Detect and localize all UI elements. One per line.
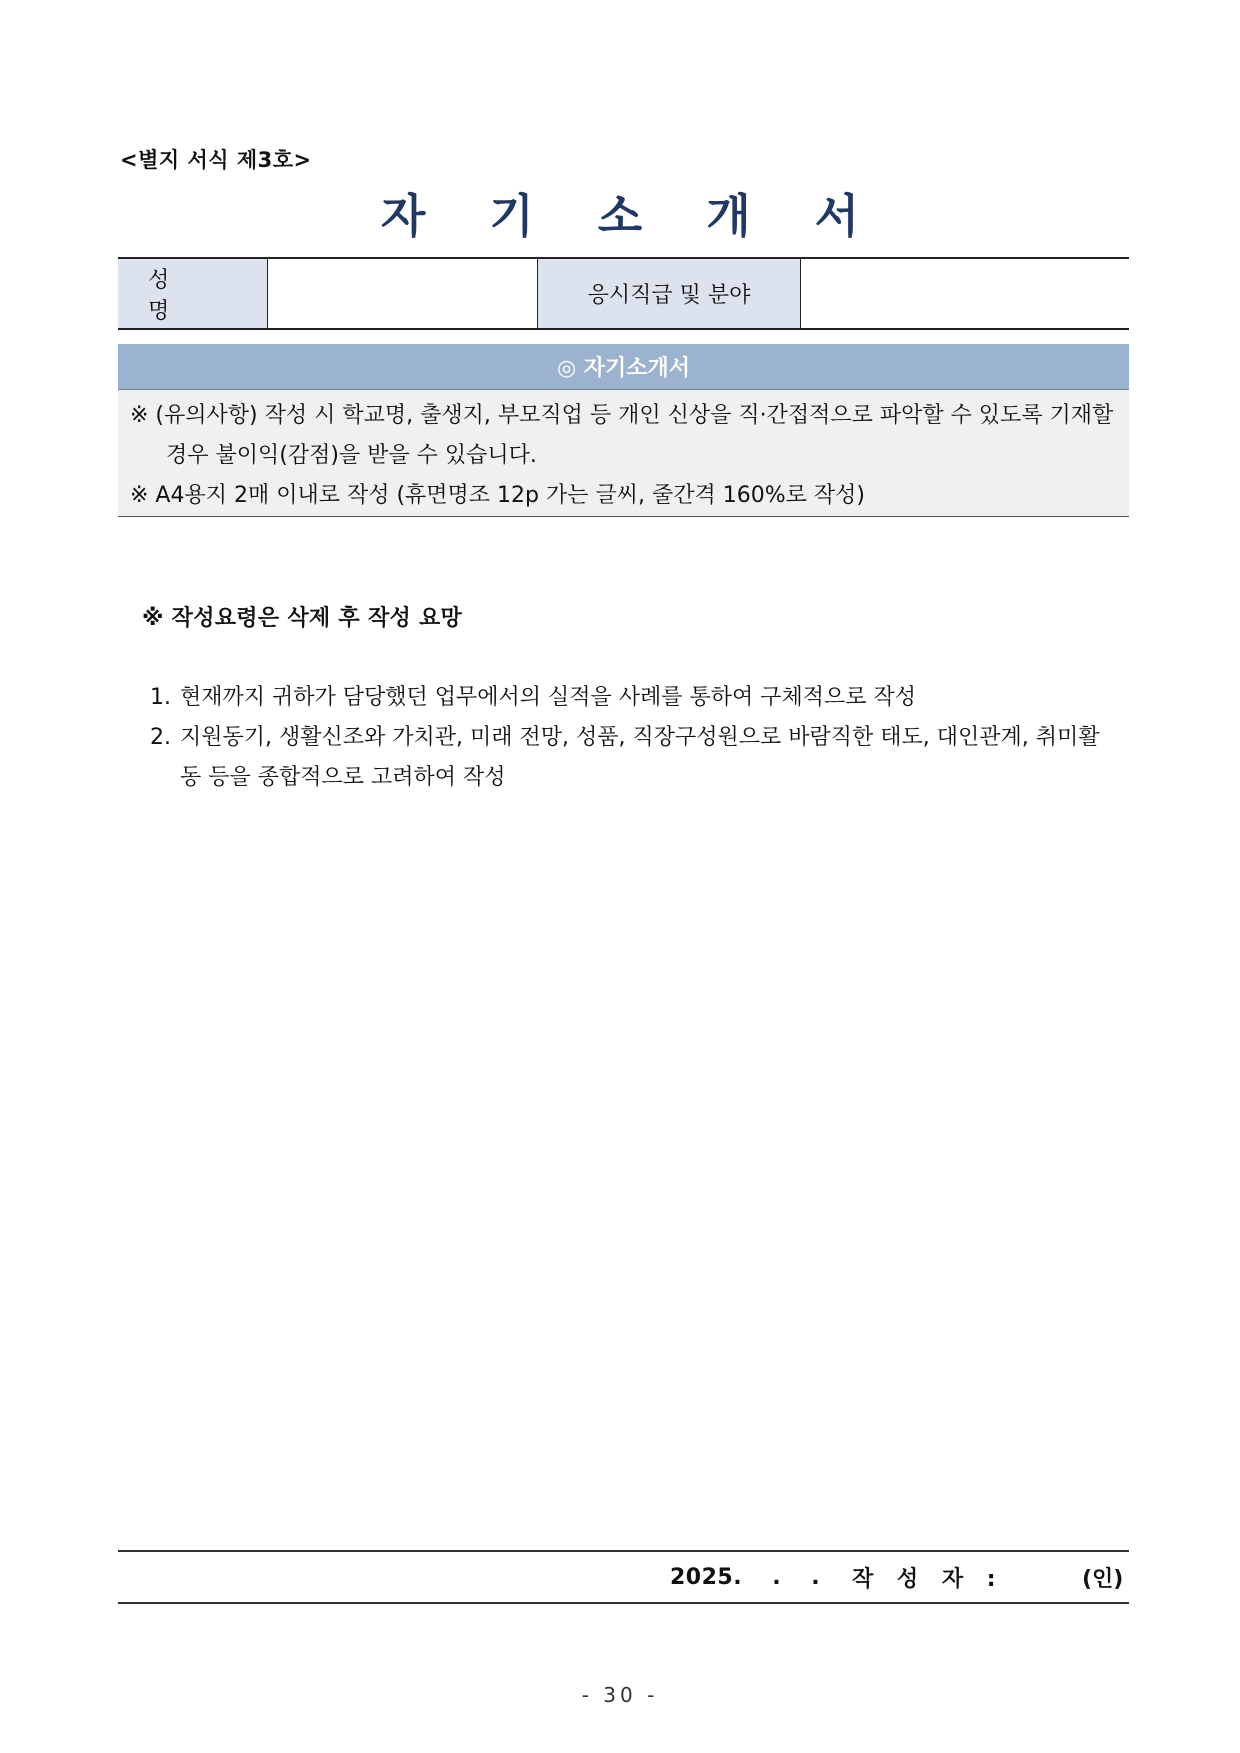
guide-title: ※ 작성요령은 삭제 후 작성 요망 — [142, 606, 463, 631]
list-item — [150, 718, 1110, 798]
signature-writer-label: 작 성 자 : — [852, 1566, 1004, 1592]
list-item-number: 2. — [150, 725, 171, 750]
notes-box — [118, 390, 1129, 517]
name-field[interactable] — [268, 259, 538, 328]
signature-date[interactable]: 2025. . . — [670, 1564, 821, 1590]
applicant-info-table — [118, 257, 1129, 330]
name-label: 성 명 — [118, 259, 268, 328]
position-label: 응시직급 및 분야 — [538, 259, 801, 328]
guide-list — [150, 678, 1110, 798]
section-heading: ◎ 자기소개서 — [118, 344, 1129, 390]
signature-seal: (인) — [1082, 1566, 1124, 1592]
note-line: ※ A4용지 2매 이내로 작성 (휴면명조 12p 가는 글씨, 줄간격 160%로 작성) — [130, 483, 865, 508]
page-number: - 30 - — [581, 1683, 659, 1707]
position-field[interactable] — [801, 259, 1129, 328]
document-title: 자 기 소 개 서 — [380, 189, 884, 243]
list-item — [150, 678, 1110, 718]
note-line: ※ (유의사항) 작성 시 학교명, 출생지, 부모직업 등 개인 신상을 직·간접적으로 파악할 수 있도록 기재할 — [130, 403, 1114, 428]
signature-rule-bottom — [118, 1602, 1129, 1604]
list-item-text: 현재까지 귀하가 담당했던 업무에서의 실적을 사례를 통하여 구체적으로 작성 — [180, 685, 917, 710]
list-item-text: 지원동기, 생활신조와 가치관, 미래 전망, 성품, 직장구성원으로 바람직한 태도, 대인관계, 취미활동 등을 종합적으로 고려하여 작성 — [180, 725, 1100, 790]
signature-rule-top — [118, 1550, 1129, 1552]
note-line: 경우 불이익(감점)을 받을 수 있습니다. — [166, 443, 537, 468]
list-item-number: 1. — [150, 685, 171, 710]
form-label: <별지 서식 제3호> — [120, 148, 312, 172]
